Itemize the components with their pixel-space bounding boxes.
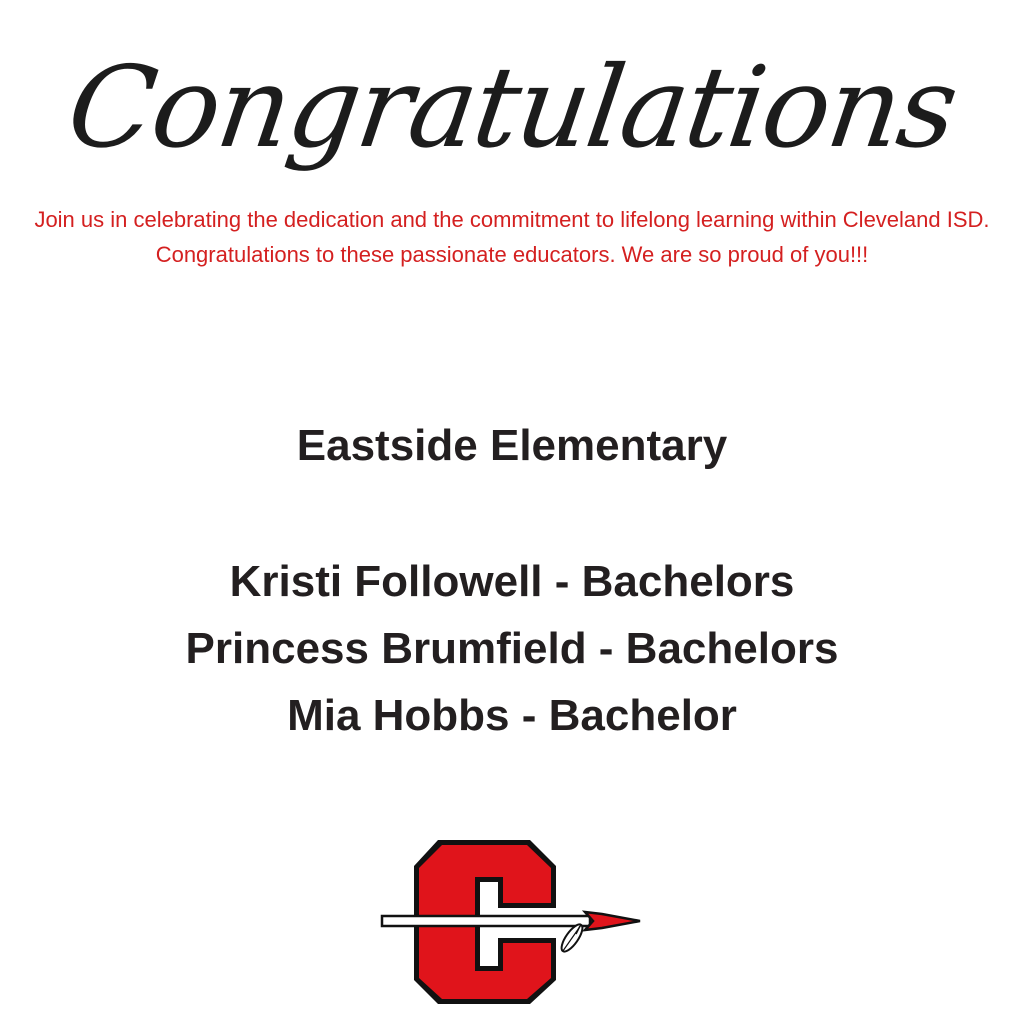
graduate-item: Princess Brumfield - Bachelors: [185, 624, 839, 673]
graduate-item: Kristi Followell - Bachelors: [229, 557, 795, 606]
graduate-item: Mia Hobbs - Bachelor: [287, 691, 737, 740]
graduate-list: [0, 548, 1024, 749]
spear-shaft: [382, 916, 590, 926]
school-name: Eastside Elementary: [296, 421, 728, 470]
spear-head: [585, 912, 640, 930]
congratulations-heading: Congratulations: [60, 43, 964, 173]
intro-message: Join us in celebrating the dedication and the commitment to lifelong learning within Cleveland ISD. Congratulations to these passionate educators. We are so proud of you!!!: [34, 207, 990, 267]
cleveland-logo-icon: [380, 838, 642, 1006]
